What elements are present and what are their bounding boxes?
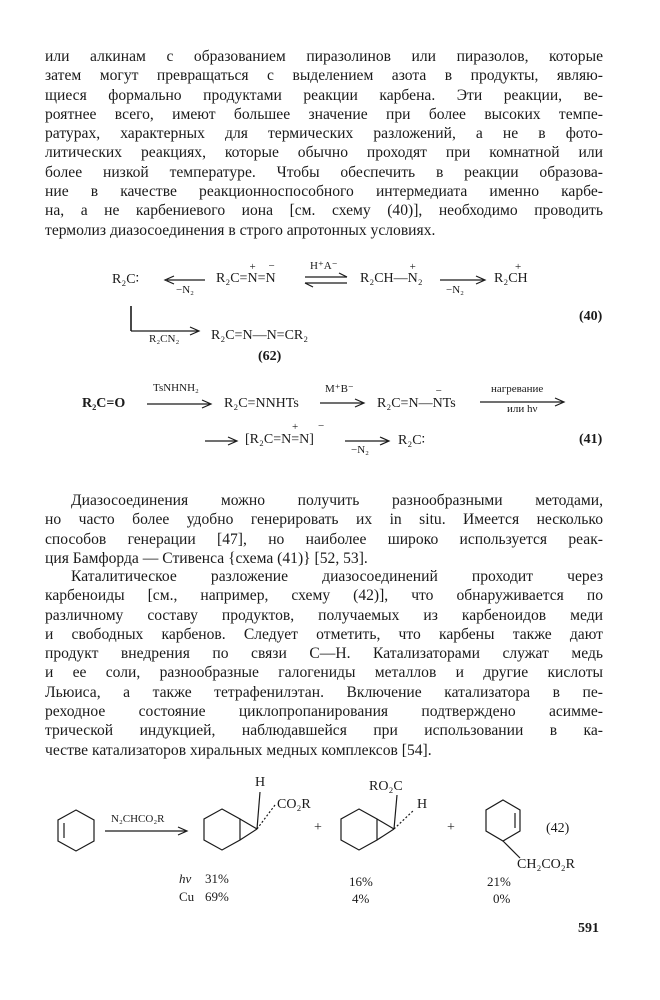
compound-number: (62) [258,349,282,364]
text-line: и свободных карбенов. Следует отметить, что карбены также дают [45,625,603,643]
reaction-arrow [345,437,389,445]
text-line: ние в качестве реакционноспособного интермедиата именно карбе- [45,183,603,201]
text-line: честве катализаторов хиральных медных комплексов [54]. [45,741,432,759]
reaction-arrow [440,276,485,284]
tosylhydrazine-reagent: TsNHNH₂ [153,382,199,394]
ester-group-label: CO₂R [277,797,311,812]
cyclohexene-ring [58,810,94,851]
text-line: щиеся формально продуктами реакции карбена. Эти реакции, ве- [45,86,603,104]
text-line: более низкой температуре. Чтобы обеспечить в реакции образова- [45,163,603,181]
yield-value: 16% [349,874,373,889]
text-line: но часто более удобно генерировать их in situ. Имеется несколько [45,511,603,529]
text-line: или алкинам с образованием пиразолинов или пиразолов, которые [45,48,603,65]
reaction-arrow [205,437,237,445]
text-line: затем могут превращаться с выделением азота в продукты, являю- [45,67,603,85]
equation-number: (40) [579,309,603,324]
equation-number: (42) [546,821,570,836]
carbene-formula: R₂C∶ [398,433,426,448]
text-line: различному составу продуктов, получаемых из карбеноидов меди [45,606,603,624]
hydrogen-label: H [255,775,266,790]
text-line: и ее соли, разнообразные галогениды металлов и другие кислоты [45,664,603,682]
yield-value: 31% [205,871,229,886]
condition-copper: Cu [179,889,195,904]
loss-n2-label: −N₂ [446,284,464,296]
plus-sign: + [314,820,322,835]
text-line: реходное состояние циклопропанирования подтверждено асимме- [45,703,603,721]
ketone-formula: R₂C=O [82,396,126,411]
equilibrium-arrow [305,273,347,287]
equation-number: (41) [579,432,603,447]
text-line: на, а не карбениевого иона [см. схему (40)], необходимо проводить [45,202,603,220]
reaction-arrow [147,400,211,408]
charge-plus: + [292,421,299,433]
diazo-formula: [R₂C=N=N] [245,432,314,447]
r2cn2-reagent: R₂CN₂ [149,333,180,345]
ester-group-label: CH₂CO₂R [517,857,575,872]
page-number: 591 [578,921,599,936]
reaction-arrow [131,306,199,335]
azine-formula: R₂C=N—N=CR₂ [211,328,309,343]
yield-value: 0% [493,891,511,906]
reaction-arrow [105,827,187,835]
text-line: продукт внедрения по связи C—H. Катализаторами служат медь [45,645,603,663]
text-line: Каталитическое разложение диазосоединений проходит через [71,568,603,585]
text-line: Льюиса, а также тетрафенилэтан. Включение катализатора в пе- [45,683,603,701]
text-line: ратурах, характерных для термических разложений, а не в фото- [45,125,603,143]
heating-condition: нагревание [491,383,544,395]
anion-formula: R₂C=N—NTs − [377,385,456,411]
text-line: ция Бамфорда — Стивенса {схема (41)} [52, 53]. [45,549,368,567]
reaction-arrow [320,399,364,407]
diazo-formula: R₂C=N + =N − [216,260,276,286]
yield-value: 21% [487,874,511,889]
charge-minus: − [318,420,325,432]
text-line: литических реакциях, которые обычно проходят при комнатной или [45,144,603,162]
loss-n2-label: −N₂ [351,444,369,456]
text-line: способов генерации [47], но наиболее широко используется реак- [45,530,603,548]
cyclohexenyl-acetate-structure [486,800,520,858]
yield-value: 4% [352,891,370,906]
reaction-arrow [165,276,205,284]
diazonium-formula: R₂CH—N₂ + [360,261,423,286]
carbene-formula: R₂C∶ [112,272,140,287]
condition-photolysis: hν [179,871,192,886]
hydrazone-formula: R₂C=NNHTs [224,396,299,411]
loss-n2-label: −N₂ [176,284,194,296]
text-line: роятнее всего, имеют большее значение при более высоких темпе- [45,105,603,123]
reaction-arrow [480,398,564,406]
text-line: карбеноиды [см., например, схему (42)], что обнаруживается по [45,587,603,605]
text-line: Диазосоединения можно получить разнообразными методами, [71,492,603,509]
yield-value: 69% [205,889,229,904]
hydrogen-label: H [417,797,428,812]
ester-group-label: RO₂C [369,779,403,794]
carbocation-formula: R₂CH + [494,261,528,286]
diazoacetate-reagent: N₂CHCO₂R [111,813,165,825]
base-reagent: M⁺B⁻ [325,383,354,395]
text-line: термолиз диазосоединения в строго апротонных условиях. [45,221,436,239]
plus-sign: + [447,820,455,835]
ha-reagent: H⁺A⁻ [310,260,338,272]
norcarane-structure [341,795,414,850]
photolysis-condition: или hν [507,403,538,415]
text-line: трической индукцией, наблюдавшейся при использовании в ка- [45,722,603,740]
norcarane-structure [204,792,275,850]
